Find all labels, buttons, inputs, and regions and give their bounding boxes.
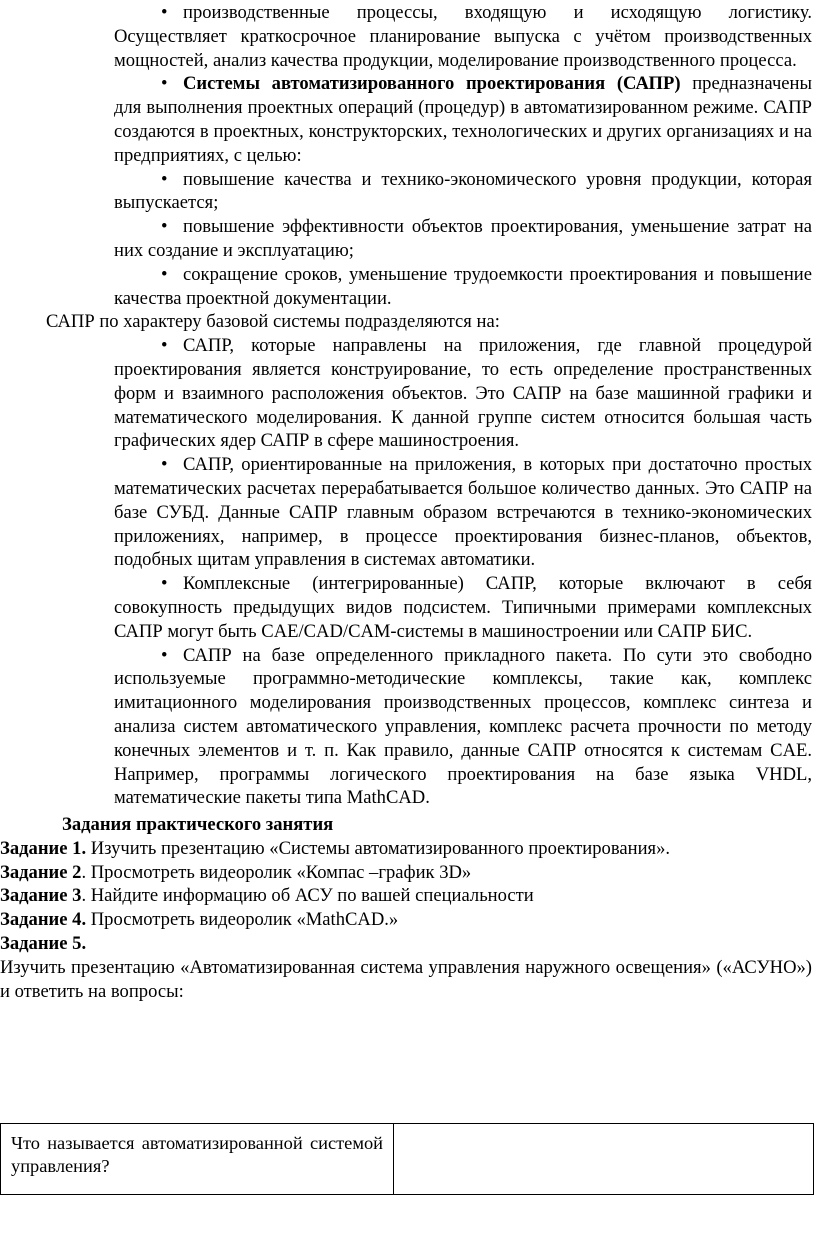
task-line <box>0 837 816 861</box>
answer-cell[interactable] <box>394 1124 814 1195</box>
bullet-paragraph: • Комплексные (интегрированные) САПР, которые включают в себя совокупность предыдущих видов подсистем. Типичными примерами комплексных САПР могут быть CAE/CAD/CAM-системы в машиностроении или САПР БИС. <box>0 572 816 643</box>
bullet-paragraph-sapr <box>0 72 816 167</box>
task-label: Задание 2 <box>0 861 82 883</box>
task-text: . Найдите информацию об АСУ по вашей специальности <box>81 885 534 907</box>
bullet-paragraph: • САПР на базе определенного прикладного пакета. По сути это свободно используемые программно-методические комплексы, такие как, комплекс имитационного моделирования производственных процессов, комплекс синтеза и анализа систем автоматического управления, комплекс расчета прочности по методу конечных элементов и т. п. Как правило, данные САПР относятся к системам CAE. Например, программы логического проектирования на базе языка VHDL, математические пакеты типа MathCAD. <box>0 644 816 811</box>
paragraph-text: предназначены для выполнения проектных операций (процедур) в автоматизированном режиме. САПР создаются в проектных, конструкторских, технологических и других организациях и на предприятиях, с целью: <box>114 73 812 166</box>
task-line <box>0 908 816 932</box>
task-label: Задание 3 <box>0 885 82 907</box>
bullet-paragraph: • САПР, которые направлены на приложения, где главной процедурой проектирования является конструирование, то есть определение пространственных форм и взаимного расположения объектов. Это САПР на базе машинной графики и математического моделирования. К данной группе систем относится большая часть графических ядер САПР в сфере машиностроения. <box>0 334 816 453</box>
task-text: Изучить презентацию «Системы автоматизированного проектирования». <box>86 837 671 859</box>
intro-paragraph: САПР по характеру базовой системы подразделяются на: <box>46 311 500 333</box>
bullet-paragraph: • повышение качества и технико-экономического уровня продукции, которая выпускается; <box>0 168 816 216</box>
bullet-paragraph: • САПР, ориентированные на приложения, в которых при достаточно простых математических расчетах перерабатывается большое количество данных. Это САПР на базе СУБД. Данные САПР главным образом встречаются в технико-экономических приложениях, например, в процессе проектирования бизнес-планов, объектов, подобных щитам управления в системах автоматики. <box>0 453 816 572</box>
task-label: Задание 1. <box>0 837 87 859</box>
table-row <box>1 1124 814 1195</box>
task-text: . Просмотреть видеоролик «Компас –график 3D» <box>81 861 472 883</box>
bullet-paragraph: • сокращение сроков, уменьшение трудоемкости проектирования и повышение качества проектной документации. <box>0 263 816 311</box>
task-line <box>0 861 816 885</box>
section-heading: Задания практического занятия <box>62 814 334 836</box>
task-label: Задание 4. <box>0 909 87 931</box>
task5-description: Изучить презентацию «Автоматизированная система управления наружного освещения» («АСУНО») и ответить на вопросы: <box>0 956 812 1002</box>
task-line <box>0 884 816 908</box>
bullet-paragraph: • повышение эффективности объектов проектирования, уменьшение затрат на них создание и эксплуатацию; <box>0 215 816 263</box>
task-text: Просмотреть видеоролик «MathCAD.» <box>86 909 399 931</box>
question-cell: Что называется автоматизированной системой управления? <box>1 1124 394 1195</box>
questions-table <box>0 1123 814 1195</box>
bullet-paragraph: • производственные процессы, входящую и исходящую логистику. Осуществляет краткосрочное планирование выпуска с учётом производственных мощностей, анализ качества продукции, моделирование производственного процесса. <box>0 1 816 72</box>
task-label: Задание 5. <box>0 933 87 955</box>
bold-term: Системы автоматизированного проектирования (САПР) <box>183 73 681 95</box>
task-line <box>0 932 816 956</box>
